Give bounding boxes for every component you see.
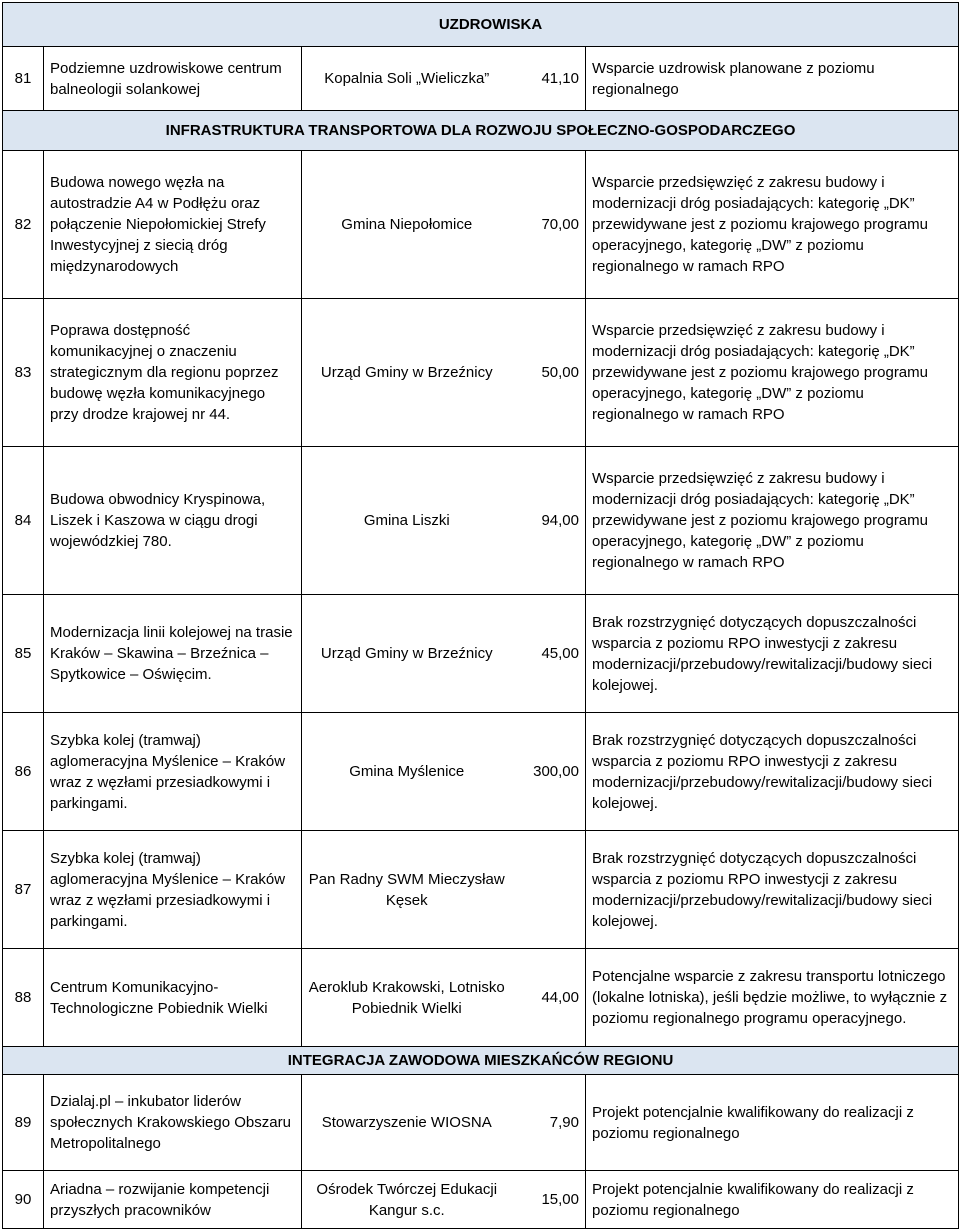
project-amount: 70,00	[512, 151, 586, 299]
projects-table	[2, 2, 959, 1229]
table-row	[3, 447, 959, 595]
project-owner: Aeroklub Krakowski, Lotnisko Pobiednik Wielki	[302, 949, 512, 1047]
support-note: Wsparcie uzdrowisk planowane z poziomu regionalnego	[586, 47, 959, 111]
support-note: Potencjalne wsparcie z zakresu transportu lotniczego (lokalne lotniska), jeśli będzie możliwe, to wyłącznie z poziomu regionalnego programu operacyjnego.	[586, 949, 959, 1047]
support-note: Brak rozstrzygnięć dotyczących dopuszczalności wsparcia z poziomu RPO inwestycji z zakresu modernizacji/przebudowy/rewitalizacji/budowy sieci kolejowej.	[586, 713, 959, 831]
project-amount: 41,10	[512, 47, 586, 111]
project-amount: 45,00	[512, 595, 586, 713]
project-owner: Stowarzyszenie WIOSNA	[302, 1075, 512, 1171]
project-name: Szybka kolej (tramwaj) aglomeracyjna Myślenice – Kraków wraz z węzłami przesiadkowymi i parkingami.	[44, 713, 302, 831]
project-name: Ariadna – rozwijanie kompetencji przyszłych pracowników	[44, 1171, 302, 1229]
project-name: Podziemne uzdrowiskowe centrum balneologii solankowej	[44, 47, 302, 111]
project-name: Poprawa dostępność komunikacyjnej o znaczeniu strategicznym dla regionu poprzez budowę węzła komunikacyjnego przy drodze krajowej nr 44.	[44, 299, 302, 447]
table-row	[3, 299, 959, 447]
project-amount: 7,90	[512, 1075, 586, 1171]
table-row	[3, 831, 959, 949]
project-name: Centrum Komunikacyjno-Technologiczne Pobiednik Wielki	[44, 949, 302, 1047]
section-title: INTEGRACJA ZAWODOWA MIESZKAŃCÓW REGIONU	[3, 1047, 959, 1075]
project-amount: 50,00	[512, 299, 586, 447]
table-row	[3, 151, 959, 299]
row-number: 81	[3, 47, 44, 111]
support-note: Brak rozstrzygnięć dotyczących dopuszczalności wsparcia z poziomu RPO inwestycji z zakresu modernizacji/przebudowy/rewitalizacji/budowy sieci kolejowej.	[586, 595, 959, 713]
project-amount	[512, 831, 586, 949]
support-note: Projekt potencjalnie kwalifikowany do realizacji z poziomu regionalnego	[586, 1171, 959, 1229]
section-title: UZDROWISKA	[438, 16, 543, 33]
row-number: 89	[3, 1075, 44, 1171]
table-row	[3, 47, 959, 111]
project-amount: 44,00	[512, 949, 586, 1047]
row-number: 90	[3, 1171, 44, 1229]
section-header-uzdrowiska	[3, 3, 959, 47]
project-owner: Urząd Gminy w Brzeźnicy	[302, 595, 512, 713]
project-name: Dzialaj.pl – inkubator liderów społecznych Krakowskiego Obszaru Metropolitalnego	[44, 1075, 302, 1171]
support-note: Wsparcie przedsięwzięć z zakresu budowy i modernizacji dróg posiadających: kategorię „DK” przewidywane jest z poziomu krajowego programu operacyjnego, kategorię „DW” z poziomu regionalnego w ramach RPO	[586, 151, 959, 299]
project-amount: 94,00	[512, 447, 586, 595]
support-note: Wsparcie przedsięwzięć z zakresu budowy i modernizacji dróg posiadających: kategorię „DK” przewidywane jest z poziomu krajowego programu operacyjnego, kategorię „DW” z poziomu regionalnego w ramach RPO	[586, 447, 959, 595]
row-number: 86	[3, 713, 44, 831]
table-row	[3, 595, 959, 713]
row-number: 88	[3, 949, 44, 1047]
table-row	[3, 713, 959, 831]
row-number: 82	[3, 151, 44, 299]
support-note: Wsparcie przedsięwzięć z zakresu budowy i modernizacji dróg posiadających: kategorię „DK” przewidywane jest z poziomu krajowego programu operacyjnego, kategorię „DW” z poziomu regionalnego w ramach RPO	[586, 299, 959, 447]
support-note: Projekt potencjalnie kwalifikowany do realizacji z poziomu regionalnego	[586, 1075, 959, 1171]
project-amount: 300,00	[512, 713, 586, 831]
project-name: Budowa obwodnicy Kryspinowa, Liszek i Kaszowa w ciągu drogi wojewódzkiej 780.	[44, 447, 302, 595]
row-number: 83	[3, 299, 44, 447]
row-number: 87	[3, 831, 44, 949]
project-owner: Pan Radny SWM Mieczysław Kęsek	[302, 831, 512, 949]
table-row	[3, 949, 959, 1047]
row-number: 85	[3, 595, 44, 713]
project-owner: Kopalnia Soli „Wieliczka”	[302, 47, 512, 111]
row-number: 84	[3, 447, 44, 595]
project-owner: Ośrodek Twórczej Edukacji Kangur s.c.	[302, 1171, 512, 1229]
project-owner: Gmina Myślenice	[302, 713, 512, 831]
project-owner: Gmina Niepołomice	[302, 151, 512, 299]
project-name: Szybka kolej (tramwaj) aglomeracyjna Myślenice – Kraków wraz z węzłami przesiadkowymi i parkingami.	[44, 831, 302, 949]
project-owner: Gmina Liszki	[302, 447, 512, 595]
project-owner: Urząd Gminy w Brzeźnicy	[302, 299, 512, 447]
table-row	[3, 1075, 959, 1171]
project-name: Modernizacja linii kolejowej na trasie Kraków – Skawina – Brzeźnica – Spytkowice – Oświęcim.	[44, 595, 302, 713]
support-note: Brak rozstrzygnięć dotyczących dopuszczalności wsparcia z poziomu RPO inwestycji z zakresu modernizacji/przebudowy/rewitalizacji/budowy sieci kolejowej.	[586, 831, 959, 949]
section-title: INFRASTRUKTURA TRANSPORTOWA DLA ROZWOJU SPOŁECZNO-GOSPODARCZEGO	[3, 111, 959, 151]
project-name: Budowa nowego węzła na autostradzie A4 w Podłężu oraz połączenie Niepołomickiej Strefy Inwestycyjnej z siecią dróg międzynarodowych	[44, 151, 302, 299]
project-amount: 15,00	[512, 1171, 586, 1229]
section-header-infrastruktura	[3, 111, 959, 151]
table-row	[3, 1171, 959, 1229]
section-header-integracja	[3, 1047, 959, 1075]
